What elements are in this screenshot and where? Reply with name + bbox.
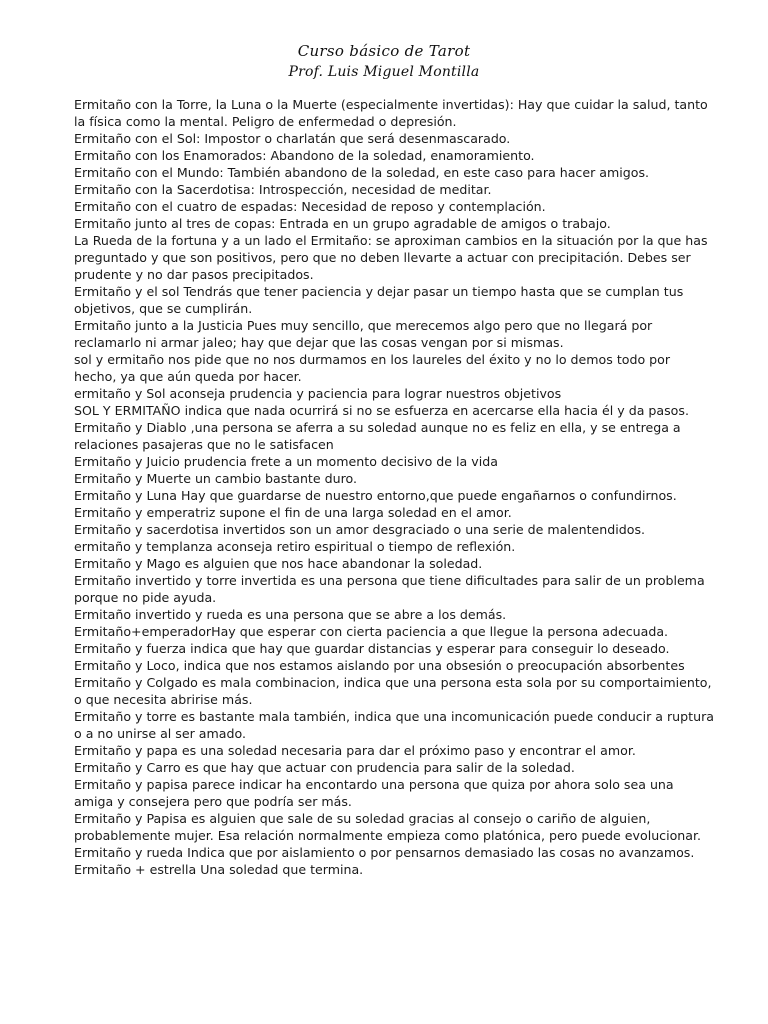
paragraph: Ermitaño con el cuatro de espadas: Necesidad de reposo y contemplación. bbox=[74, 199, 546, 214]
paragraph: Ermitaño junto a la Justicia Pues muy sencillo, que merecemos algo pero que no llegará por reclamarlo ni armar jaleo; hay que dejar que las cosas vengan por si mismas. bbox=[74, 318, 653, 350]
paragraph: Ermitaño+emperadorHay que esperar con cierta paciencia a que llegue la persona adecuada. bbox=[74, 624, 669, 639]
document-author: Prof. Luis Miguel Montilla bbox=[288, 64, 480, 80]
paragraph: Ermitaño con el Mundo: También abandono de la soledad, en este caso para hacer amigos. bbox=[74, 165, 650, 180]
paragraph: Ermitaño y Juicio prudencia frete a un momento decisivo de la vida bbox=[74, 454, 498, 469]
paragraph: Ermitaño con los Enamorados: Abandono de la soledad, enamoramiento. bbox=[74, 148, 535, 163]
document-body bbox=[74, 96, 714, 878]
paragraph: Ermitaño y Muerte un cambio bastante duro. bbox=[74, 471, 357, 486]
paragraph: Ermitaño + estrella Una soledad que termina. bbox=[74, 862, 364, 877]
paragraph: Ermitaño y Diablo ,una persona se aferra a su soledad aunque no es feliz en ella, y se entrega a relaciones pasajeras que no le satisfacen bbox=[74, 420, 681, 452]
paragraph: Ermitaño y Carro es que hay que actuar con prudencia para salir de la soledad. bbox=[74, 760, 575, 775]
paragraph: Ermitaño con el Sol: Impostor o charlatán que será desenmascarado. bbox=[74, 131, 511, 146]
paragraph: Ermitaño y papisa parece indicar ha encontardo una persona que quiza por ahora solo sea una amiga y consejera pero que podría ser más. bbox=[74, 777, 674, 809]
document-title: Curso básico de Tarot bbox=[297, 42, 471, 60]
paragraph: Ermitaño con la Torre, la Luna o la Muerte (especialmente invertidas): Hay que cuidar la salud, tanto la física como la mental. Peligro de enfermedad o depresión. bbox=[74, 97, 708, 129]
paragraph: sol y ermitaño nos pide que no nos durmamos en los laureles del éxito y no lo demos todo por hecho, ya que aún queda por hacer. bbox=[74, 352, 671, 384]
paragraph: ermitaño y Sol aconseja prudencia y paciencia para lograr nuestros objetivos bbox=[74, 386, 562, 401]
paragraph: Ermitaño y Luna Hay que guardarse de nuestro entorno,que puede engañarnos o confundirnos. bbox=[74, 488, 677, 503]
paragraph: Ermitaño y emperatriz supone el fin de una larga soledad en el amor. bbox=[74, 505, 512, 520]
paragraph: Ermitaño con la Sacerdotisa: Introspección, necesidad de meditar. bbox=[74, 182, 492, 197]
paragraph: Ermitaño y sacerdotisa invertidos son un amor desgraciado o una serie de malentendidos. bbox=[74, 522, 646, 537]
paragraph: La Rueda de la fortuna y a un lado el Ermitaño: se aproximan cambios en la situación por la que has preguntado y que son positivos, pero que no deben llevarte a actuar con precipitación. Debes ser prudente y no dar pasos precipitados. bbox=[74, 233, 708, 282]
paragraph: Ermitaño y fuerza indica que hay que guardar distancias y esperar para conseguir lo deseado. bbox=[74, 641, 670, 656]
paragraph: Ermitaño invertido y rueda es una persona que se abre a los demás. bbox=[74, 607, 507, 622]
paragraph: Ermitaño y torre es bastante mala también, indica que una incomunicación puede conducir a ruptura o a no unirse al ser amado. bbox=[74, 709, 714, 741]
paragraph: Ermitaño y Loco, indica que nos estamos aislando por una obsesión o preocupación absorbentes bbox=[74, 658, 685, 673]
paragraph: Ermitaño y Mago es alguien que nos hace abandonar la soledad. bbox=[74, 556, 483, 571]
paragraph: SOL Y ERMITAÑO indica que nada ocurrirá si no se esfuerza en acercarse ella hacia él y da pasos. bbox=[74, 403, 689, 418]
paragraph: Ermitaño junto al tres de copas: Entrada en un grupo agradable de amigos o trabajo. bbox=[74, 216, 611, 231]
paragraph: Ermitaño y papa es una soledad necesaria para dar el próximo paso y encontrar el amor. bbox=[74, 743, 636, 758]
paragraph: Ermitaño invertido y torre invertida es una persona que tiene dificultades para salir de un problema porque no pide ayuda. bbox=[74, 573, 705, 605]
paragraph: Ermitaño y Colgado es mala combinacion, indica que una persona esta sola por su comportaimiento, o que necesita abririse más. bbox=[74, 675, 712, 707]
paragraph: Ermitaño y el sol Tendrás que tener paciencia y dejar pasar un tiempo hasta que se cumplan tus objetivos, que se cumplirán. bbox=[74, 284, 684, 316]
paragraph: ermitaño y templanza aconseja retiro espiritual o tiempo de reflexión. bbox=[74, 539, 516, 554]
paragraph: Ermitaño y rueda Indica que por aislamiento o por pensarnos demasiado las cosas no avanzamos. bbox=[74, 845, 695, 860]
document-header bbox=[0, 41, 768, 82]
paragraph: Ermitaño y Papisa es alguien que sale de su soledad gracias al consejo o cariño de alguien, probablemente mujer. Esa relación normalmente empieza como platónica, pero puede evolucionar. bbox=[74, 811, 702, 843]
